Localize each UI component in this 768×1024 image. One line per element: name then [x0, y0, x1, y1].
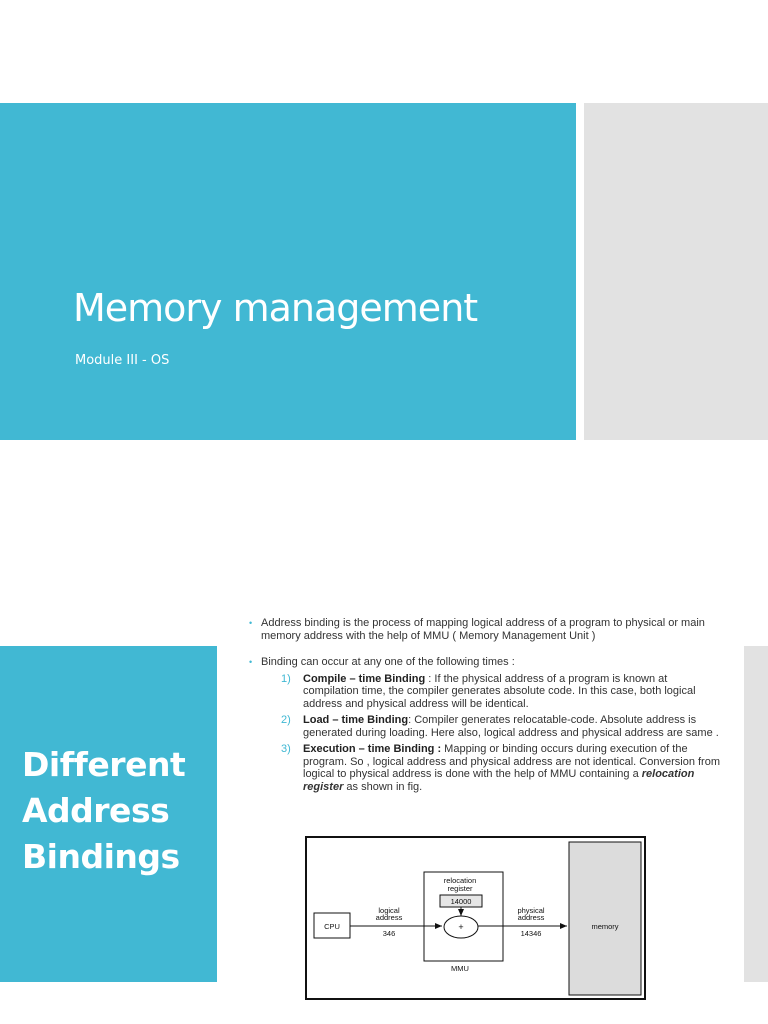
item-tail: as shown in fig.: [343, 780, 423, 793]
item-term: Compile – time Binding: [303, 672, 426, 685]
title-slide-panel: [0, 103, 576, 440]
title-slide-side-panel: [584, 103, 768, 440]
physical-label: address: [517, 913, 545, 922]
bullet-dot-icon: •: [249, 618, 253, 628]
bullet-item: [249, 656, 721, 669]
physical-label: physical: [517, 906, 545, 915]
bullet-text: Address binding is the process of mapping logical address of a program to physical or main memory address with the help of MMU ( Memory Management Unit ): [261, 617, 705, 642]
bullet-item: [249, 617, 721, 642]
logical-label: logical: [378, 906, 400, 915]
relocation-register-diagram: [305, 836, 646, 1000]
bindings-side-panel: [744, 646, 768, 982]
item-text: : If the physical address of a program is known at compilation time, the compiler generates absolute code. In this case, both logical address and physical address will be identical.: [303, 672, 696, 710]
item-term: Load – time Binding: [303, 714, 409, 726]
bullet-dot-icon: •: [249, 657, 253, 667]
title-line: Address: [22, 791, 170, 830]
item-number: 2): [281, 714, 291, 726]
plus-sign: +: [458, 922, 464, 932]
logical-label: address: [375, 913, 403, 922]
item-term: Execution – time Binding :: [303, 743, 442, 755]
item-text: Mapping or binding occurs during execution of the program. So , logical address and physical address are not identical. Conversion from logical to physical address is done with the help of MMU containing a: [303, 743, 720, 780]
numbered-item: [249, 743, 721, 793]
memory-box: [569, 842, 641, 995]
title-line: Bindings: [22, 837, 180, 876]
numbered-item: [249, 673, 721, 711]
relocation-label: relocation: [443, 876, 477, 885]
memory-label: memory: [591, 922, 619, 931]
numbered-item: [249, 714, 721, 739]
bullet-text: Binding can occur at any one of the following times :: [261, 656, 515, 668]
logical-value: 346: [382, 929, 396, 938]
relocation-value: 14000: [450, 897, 472, 906]
slide-title: Memory management: [73, 286, 478, 330]
mmu-label: MMU: [451, 964, 469, 973]
item-emphasis: relocation register: [303, 768, 695, 793]
bindings-slide-title: [22, 742, 185, 880]
relocation-label: register: [447, 884, 473, 893]
title-line: Different: [22, 745, 186, 784]
item-text: : Compiler generates relocatable-code. Absolute address is generated during loading. Here also, logical address and physical address are same .: [303, 714, 719, 739]
cpu-label: CPU: [324, 922, 340, 931]
bindings-content: [249, 617, 721, 793]
slide-subtitle: Module III - OS: [75, 353, 170, 368]
item-number: 3): [281, 743, 291, 755]
physical-value: 14346: [520, 929, 542, 938]
item-number: 1): [281, 672, 291, 685]
